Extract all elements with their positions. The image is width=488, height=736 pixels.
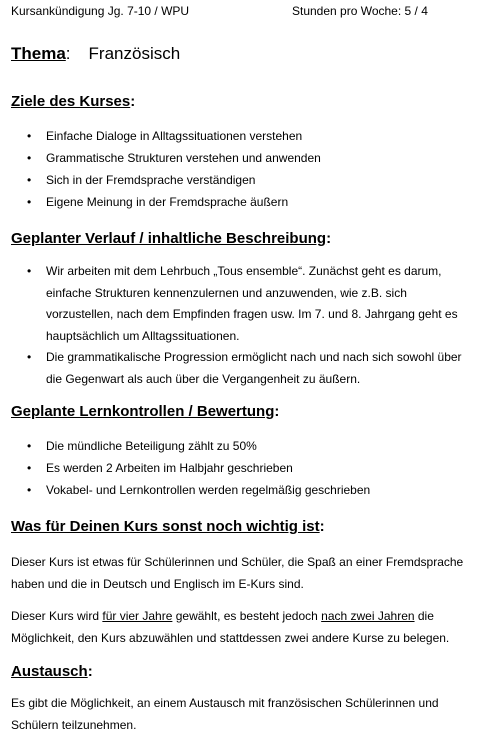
list-item-text: Einfache Dialoge in Alltagssituationen verstehen [46, 129, 303, 143]
list-item [0, 169, 466, 191]
list-item-text: Sich in der Fremdsprache verständigen [46, 173, 256, 187]
bullet-icon: • [27, 173, 32, 187]
lernkontrollen-title: Geplante Lernkontrollen / Bewertung [11, 403, 275, 420]
wichtig-colon: : [319, 518, 325, 535]
header-left: Kursankündigung Jg. 7-10 / WPU [11, 4, 190, 18]
lernkontrollen-colon: : [274, 403, 280, 420]
bullet-icon: • [27, 264, 32, 278]
p2-text-c: die Möglichkeit, den Kurs abzuwählen und stattdessen zwei andere Kurse zu belegen. [11, 609, 450, 645]
bullet-icon: • [27, 195, 32, 209]
list-item [0, 457, 466, 479]
verlauf-colon: : [326, 230, 332, 247]
header-right: Stunden pro Woche: 5 / 4 [292, 4, 428, 18]
bullet-icon: • [27, 461, 32, 475]
verlauf-list [0, 261, 466, 390]
ziele-colon: : [130, 93, 136, 110]
bullet-icon: • [27, 350, 32, 364]
bullet-icon: • [27, 151, 32, 165]
austausch-colon: : [87, 663, 93, 680]
list-item-text: Grammatische Strukturen verstehen und anwenden [46, 151, 321, 165]
verlauf-heading [11, 230, 331, 247]
austausch-title: Austausch [11, 663, 88, 680]
list-item [0, 479, 466, 501]
bullet-icon: • [27, 483, 32, 497]
wichtig-paragraph-1: Dieser Kurs ist etwas für Schülerinnen und Schüler, die Spaß an einer Fremdsprache haben und die in Deutsch und Englisch im E-Kurs sind. [11, 555, 464, 591]
list-item [0, 435, 466, 457]
p2-text-a: Dieser Kurs wird [11, 609, 103, 623]
wichtig-title: Was für Deinen Kurs sonst noch wichtig ist [11, 518, 320, 535]
lernkontrollen-heading [11, 403, 279, 420]
list-item [0, 347, 466, 390]
wichtig-paragraph-2 [11, 605, 481, 649]
ziele-heading [11, 93, 135, 110]
wichtig-heading [11, 518, 325, 535]
p2-text-b: gewählt, es besteht jedoch [172, 609, 322, 623]
list-item-text: Die grammatikalische Progression ermöglicht nach und nach sich sowohl über die Gegenwart als auch über die Vergangenheit zu äußern. [46, 350, 462, 386]
list-item-text: Vokabel- und Lernkontrollen werden regelmäßig geschrieben [46, 483, 371, 497]
list-item-text: Wir arbeiten mit dem Lehrbuch „Tous ensemble“. Zunächst geht es darum, einfache Strukturen kennenzulernen und anzuwenden, wie z.B. sich vorzustellen, nach dem Empfinden fragen usw. Im 7. und 8. Jahrgang geht es hauptsächlich um Alltagssituationen. [46, 264, 458, 343]
lernkontrollen-list [0, 435, 466, 501]
bullet-icon: • [27, 129, 32, 143]
thema-value: Französisch [88, 44, 181, 63]
austausch-paragraph: Es gibt die Möglichkeit, an einem Austausch mit französischen Schülerinnen und Schülern teilzunehmen. [11, 696, 439, 732]
p2-underlined-2: nach zwei Jahren [321, 609, 415, 623]
verlauf-title: Geplanter Verlauf / inhaltliche Beschreibung [11, 230, 327, 247]
thema-label: Thema [11, 44, 66, 63]
list-item-text: Es werden 2 Arbeiten im Halbjahr geschrieben [46, 461, 293, 475]
thema-colon: : [65, 44, 71, 63]
ziele-list [0, 125, 466, 213]
ziele-title: Ziele des Kurses [11, 93, 131, 110]
list-item [0, 261, 466, 347]
bullet-icon: • [27, 439, 32, 453]
list-item [0, 191, 466, 213]
list-item [0, 147, 466, 169]
list-item-text: Die mündliche Beteiligung zählt zu 50% [46, 439, 257, 453]
list-item-text: Eigene Meinung in der Fremdsprache äußern [46, 195, 289, 209]
thema-heading [11, 44, 180, 64]
austausch-heading [11, 663, 93, 680]
p2-underlined-1: für vier Jahre [102, 609, 173, 623]
list-item [0, 125, 466, 147]
